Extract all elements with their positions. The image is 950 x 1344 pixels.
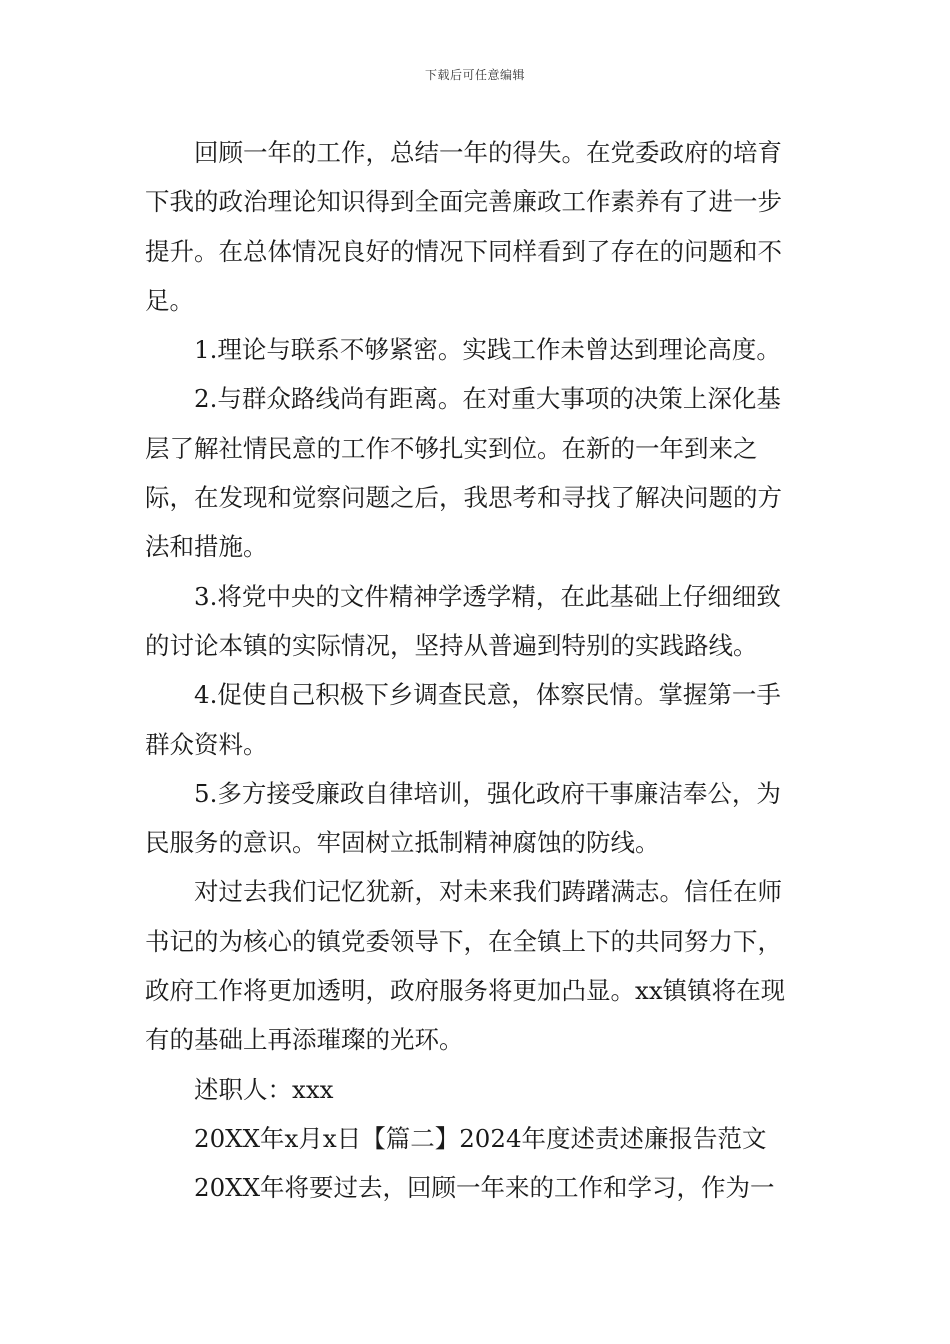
list-item-2: 2.与群众路线尚有距离。在对重大事项的决策上深化基层了解社情民意的工作不够扎实到位。在新的一年到来之际，在发现和觉察问题之后，我思考和寻找了解决问题的方法和措施。 — [145, 384, 782, 562]
list-item-1: 1.理论与联系不够紧密。实践工作未曾达到理论高度。 — [194, 335, 781, 365]
list-item-3: 3.将党中央的文件精神学透学精，在此基础上仔细细致的讨论本镇的实际情况，坚持从普遍到特别的实践路线。 — [145, 581, 781, 660]
signature-line: 述职人：xxx — [194, 1074, 334, 1104]
list-item-5: 5.多方接受廉政自律培训，强化政府干事廉洁奉公，为民服务的意识。牢固树立抵制精神腐蚀的防线。 — [145, 778, 781, 858]
page-header: 下载后可任意编辑 — [424, 68, 525, 82]
paragraph-intro: 回顾一年的工作，总结一年的得失。在党委政府的培育下我的政治理论知识得到全面完善廉政工作素养有了进一步提升。在总体情况良好的情况下同样看到了存在的问题和不足。 — [145, 138, 782, 315]
paragraph-section-two-start: 20XX年将要过去，回顾一年来的工作和学习，作为一 — [194, 1173, 775, 1203]
list-item-4: 4.促使自己积极下乡调查民意，体察民情。掌握第一手群众资料。 — [145, 680, 781, 759]
paragraph-outlook: 对过去我们记忆犹新，对未来我们踌躇满志。信任在师书记的为核心的镇党委领导下，在全镇上下的共同努力下，政府工作将更加透明，政府服务将更加凸显。xx镇镇将在现有的基础上再添璀璨的光环。 — [145, 877, 786, 1055]
document-body — [145, 128, 805, 1213]
date-and-section-title: 20XX年x月x日【篇二】2024年度述责述廉报告范文 — [194, 1123, 767, 1153]
